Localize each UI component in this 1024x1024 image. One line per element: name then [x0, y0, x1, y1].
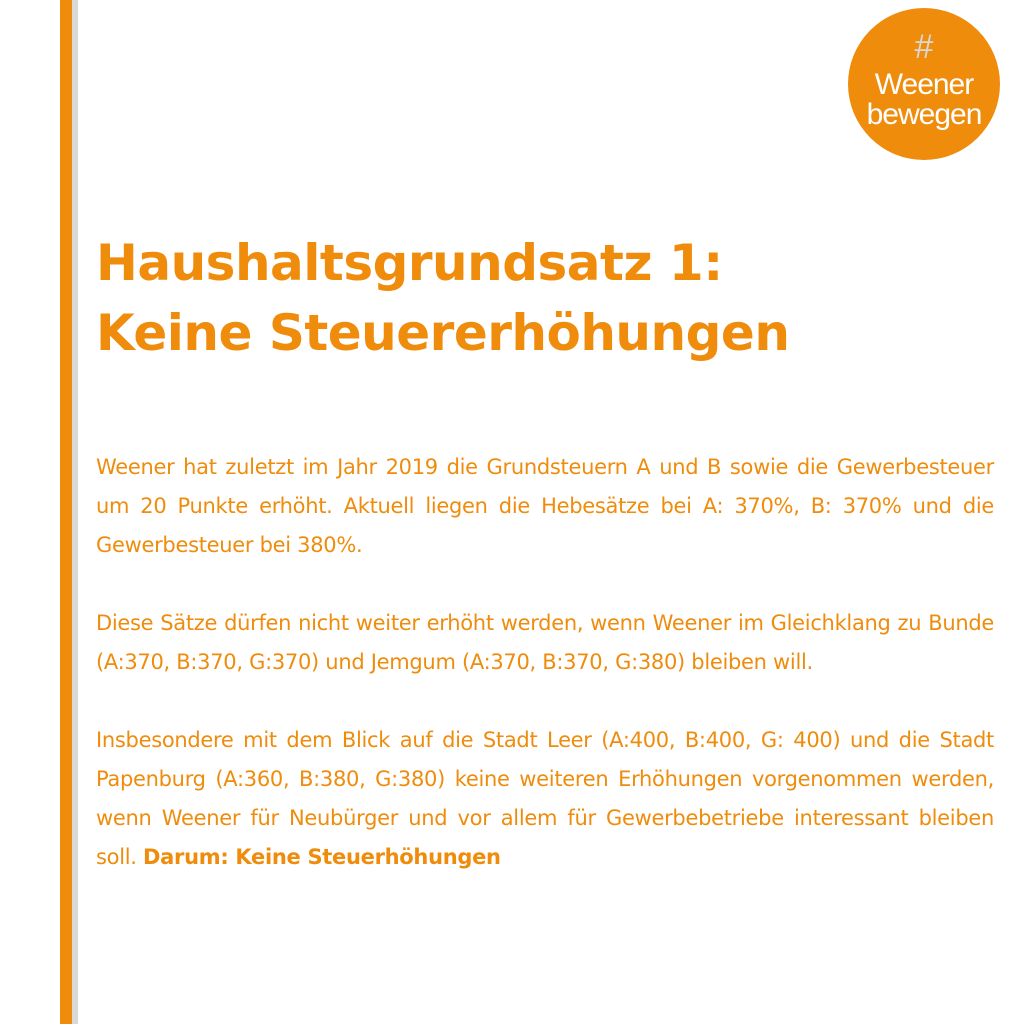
- weener-bewegen-badge: [848, 8, 1000, 160]
- title-line-2: Keine Steuererhöhungen: [96, 304, 790, 362]
- paragraph-1: Weener hat zuletzt im Jahr 2019 die Grundsteuern A und B sowie die Gewerbesteuer um 20 Punkte erhöht. Aktuell liegen die Hebesätze bei A: 370%, B: 370% und die Gewerbesteuer bei 380%.: [96, 455, 994, 557]
- title-line-1: Haushaltsgrundsatz 1:: [96, 234, 723, 292]
- left-bar-shadow: [72, 0, 78, 1024]
- paragraph-3: [96, 721, 994, 877]
- body-text: [96, 448, 994, 877]
- badge-line-weener: Weener: [874, 68, 974, 101]
- badge-hash: #: [914, 28, 934, 66]
- left-accent-bar: [60, 0, 72, 1024]
- paragraph-3-conclusion: Darum: Keine Steuerhöhungen: [143, 845, 501, 869]
- badge-line-bewegen: bewegen: [866, 98, 982, 131]
- paragraph-3-text: Insbesondere mit dem Blick auf die Stadt Leer (A:400, B:400, G: 400) und die Stadt Papenburg (A:360, B:380, G:380) keine weiteren Erhöhungen vorgenommen werden, wenn Weener für Neubürger und vor allem für Gewerbebetriebe interessant bleiben soll.: [96, 728, 994, 869]
- paragraph-2: Diese Sätze dürfen nicht weiter erhöht werden, wenn Weener im Gleichklang zu Bunde (A:370, B:370, G:370) und Jemgum (A:370, B:370, G:380) bleiben will.: [96, 611, 994, 674]
- page-title: [96, 228, 996, 368]
